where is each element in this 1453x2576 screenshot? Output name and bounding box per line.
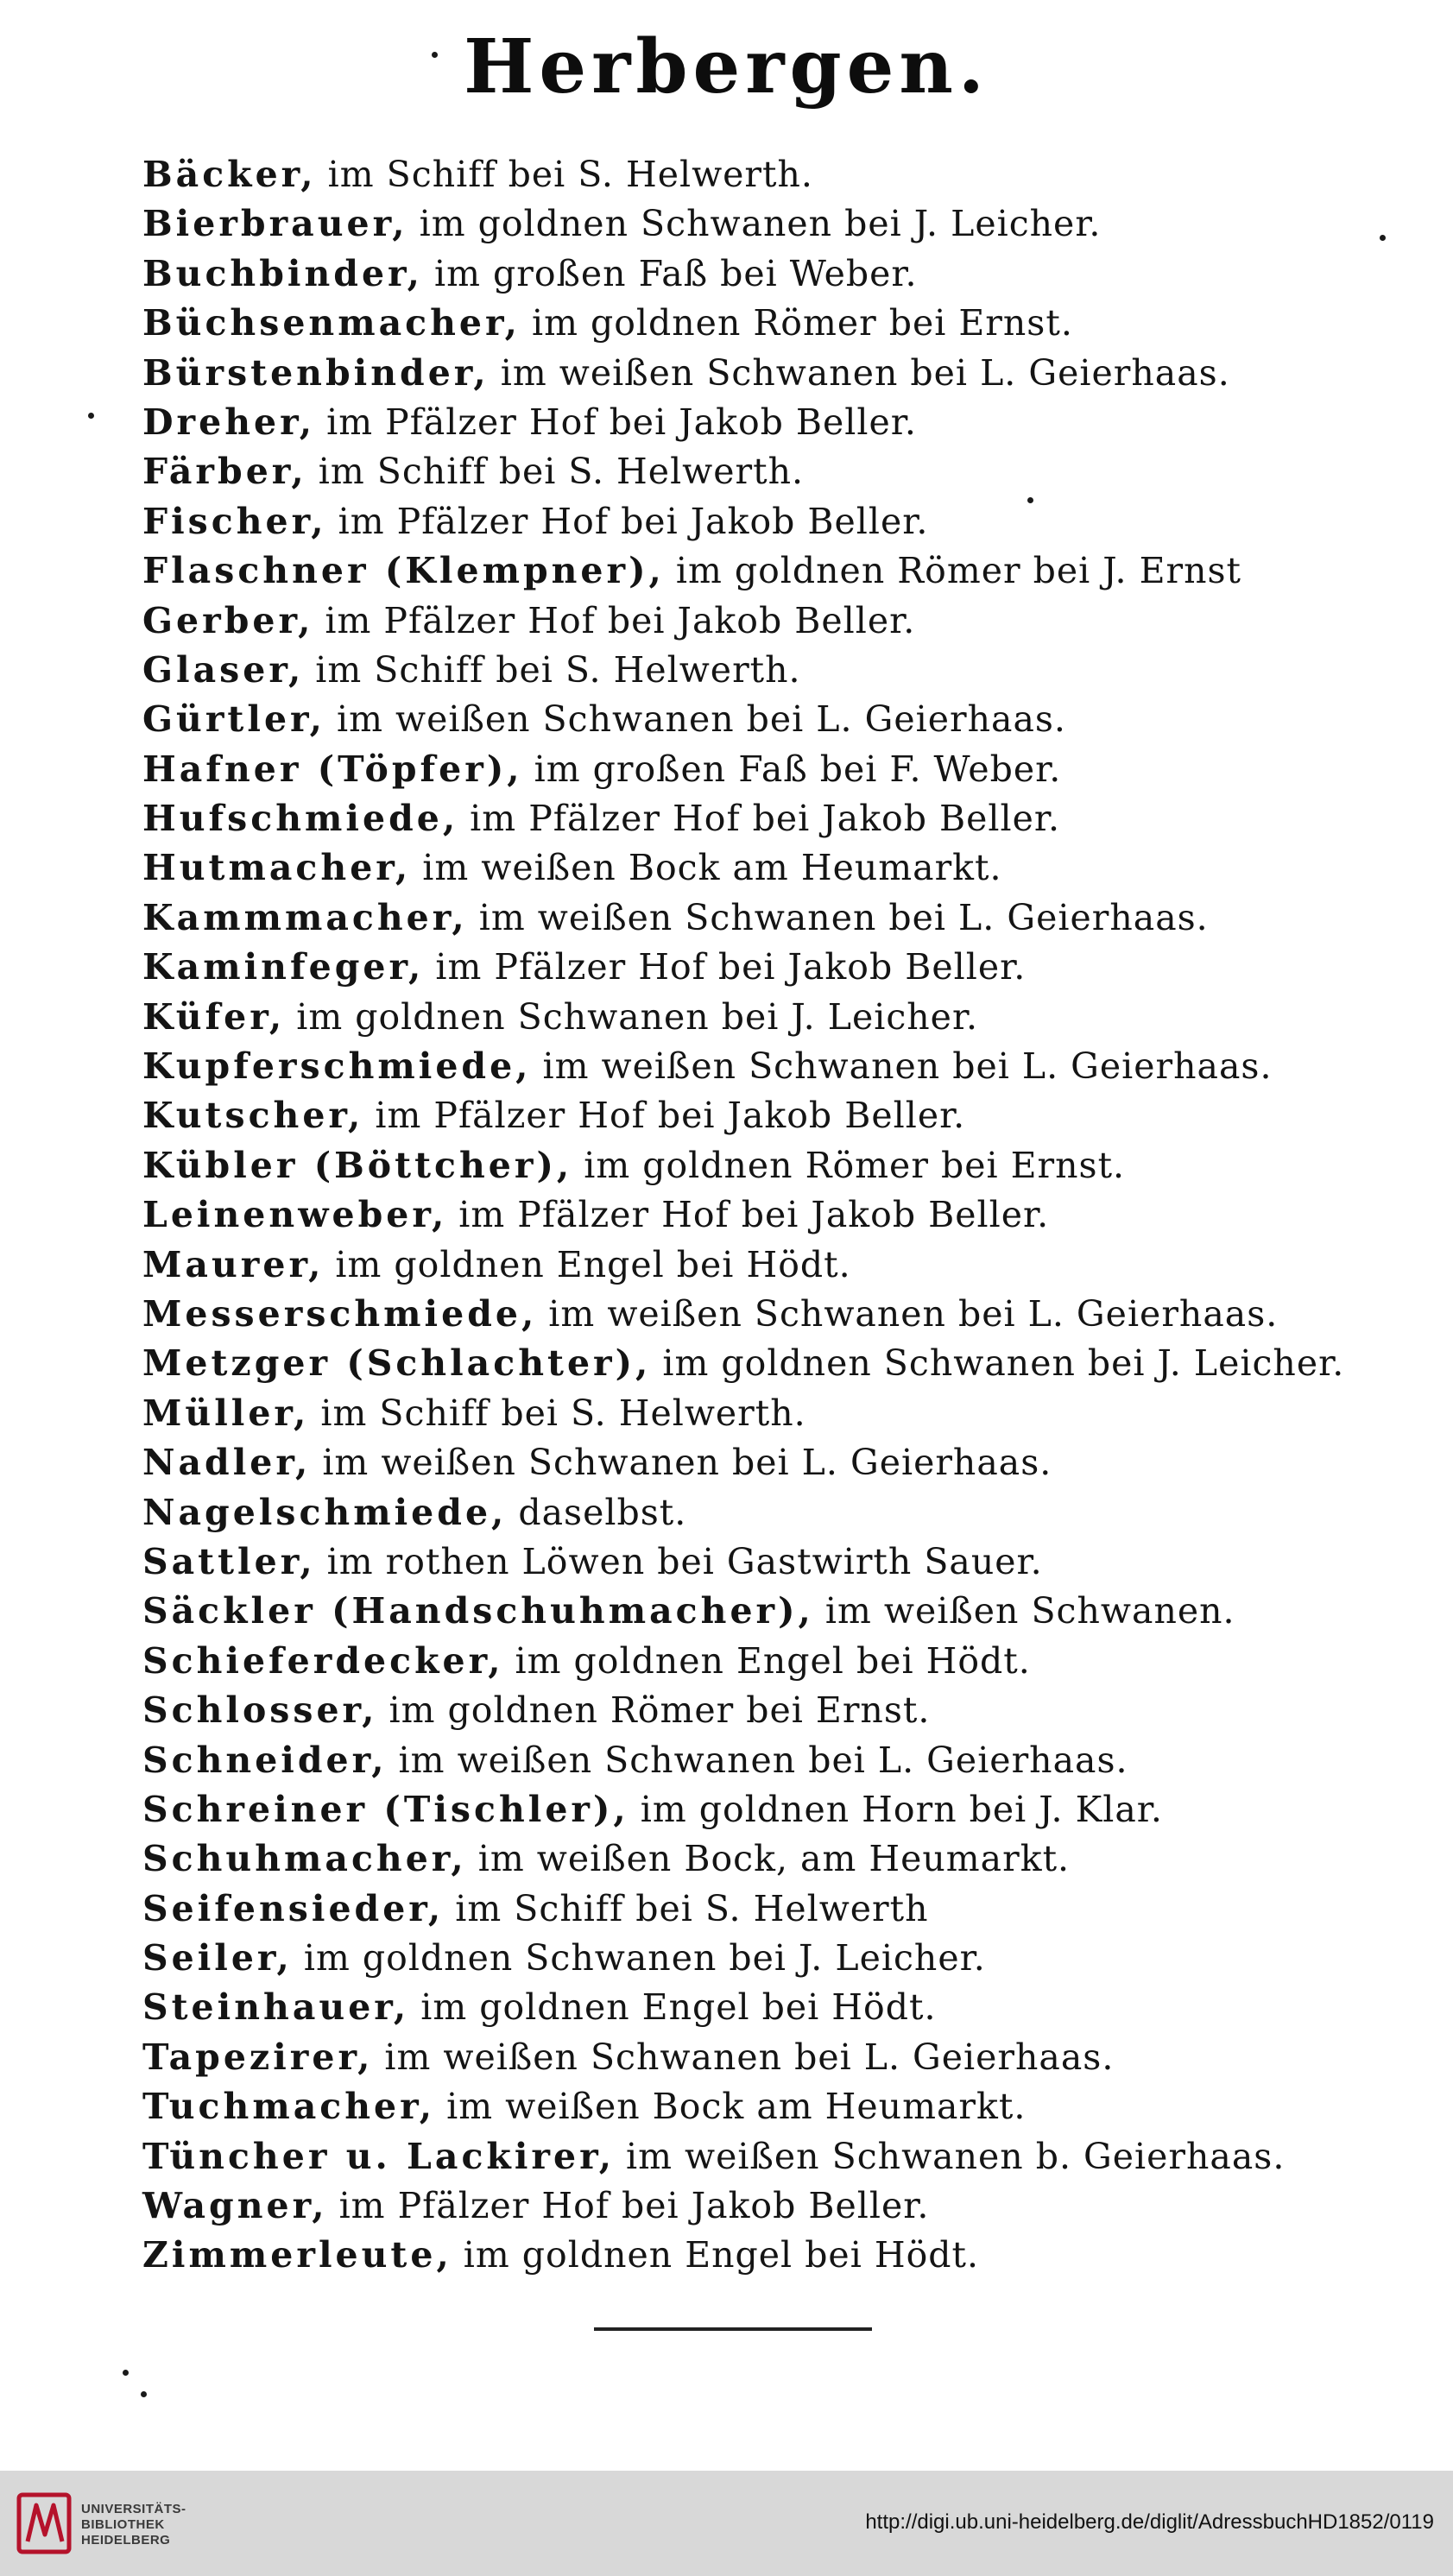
list-item [142,447,1368,496]
hostel-info: im goldnen Römer bei Ernst. [584,1144,1126,1186]
hostel-info: im großen Faß bei F. Weber. [534,748,1062,790]
list-item [142,1488,1368,1537]
hostel-info: im weißen Schwanen bei L. Geierhaas. [322,1442,1052,1484]
trade-name: Buchbinder, [142,252,423,294]
trade-name: Kübler (Böttcher), [142,1144,573,1186]
library-seal-icon [14,2490,74,2557]
trade-name: Büchsenmacher, [142,302,521,344]
hostel-info: im Pfälzer Hof bei Jakob Beller. [435,946,1027,988]
list-item [142,993,1368,1042]
trade-name: Bürstenbinder, [142,351,490,394]
list-item [142,1587,1368,1636]
list-item [142,893,1368,943]
hostel-info: im goldnen Engel bei Hödt. [463,2234,980,2276]
list-item [142,1042,1368,1091]
trade-name: Kupferschmiede, [142,1045,532,1088]
hostel-info: im weißen Schwanen. [824,1590,1235,1632]
trade-name: Schneider, [142,1739,388,1781]
list-item [142,1686,1368,1735]
trade-name: Metzger (Schlachter), [142,1342,652,1385]
list-item [142,2231,1368,2280]
hostel-info: im Schiff bei S. Helwerth. [327,154,813,195]
trade-name: Hufschmiede, [142,798,459,840]
list-item [142,843,1368,893]
print-speck [123,2370,129,2376]
trade-name: Steinhauer, [142,1986,410,2029]
trade-name: Kaminfeger, [142,946,425,988]
trade-name: Maurer, [142,1243,325,1285]
trade-name: Bäcker, [142,154,317,195]
hostel-info: im goldnen Schwanen bei J. Leicher. [303,1937,986,1979]
list-item [142,1241,1368,1290]
hostel-info: im weißen Bock am Heumarkt. [446,2086,1027,2128]
hostel-info: im Schiff bei S. Helwerth [455,1887,929,1929]
trade-name: Fischer, [142,500,327,542]
trade-name: Säckler (Handschuhmacher), [142,1590,814,1632]
hostel-info: im goldnen Engel bei Hödt. [335,1243,851,1285]
hostel-info: im Pfälzer Hof bei Jakob Beller. [338,500,929,542]
print-speck [1380,235,1386,241]
list-item [142,497,1368,546]
hostel-info: im goldnen Schwanen bei J. Leicher. [662,1342,1345,1385]
list-item [142,349,1368,398]
logo-line: UNIVERSITÄTS- [81,2502,186,2516]
trade-hostel-list [142,150,1368,2281]
hostel-info: im weißen Bock am Heumarkt. [422,847,1002,889]
hostel-info: im weißen Schwanen bei L. Geierhaas. [542,1045,1273,1088]
trade-name: Bierbrauer, [142,203,408,245]
list-item [142,1290,1368,1339]
hostel-info: im Schiff bei S. Helwerth. [315,648,801,691]
logo-line: HEIDELBERG [81,2533,171,2548]
list-item [142,695,1368,744]
list-item [142,1141,1368,1190]
print-speck [432,52,438,58]
hostel-info: im Pfälzer Hof bei Jakob Beller. [338,2185,930,2227]
trade-name: Sattler, [142,1540,316,1582]
trade-name: Schuhmacher, [142,1838,467,1880]
hostel-info: im weißen Bock, am Heumarkt. [477,1838,1071,1880]
list-item [142,745,1368,794]
hostel-info: im Pfälzer Hof bei Jakob Beller. [458,1194,1050,1236]
trade-name: Tüncher u. Lackirer, [142,2135,615,2177]
trade-name: Nagelschmiede, [142,1491,508,1533]
trade-name: Flaschner (Klempner), [142,550,665,592]
hostel-info: im weißen Schwanen bei L. Geierhaas. [398,1739,1128,1781]
list-item [142,646,1368,695]
trade-name: Zimmerleute, [142,2234,452,2276]
closing-rule [594,2327,872,2331]
hostel-info: im goldnen Schwanen bei J. Leicher. [296,995,979,1038]
trade-name: Messerschmiede, [142,1292,538,1335]
print-speck [141,2391,147,2397]
hostel-info: im weißen Schwanen bei L. Geierhaas. [336,698,1066,741]
footer-bar [0,2471,1453,2576]
list-item [142,1934,1368,1983]
trade-name: Gürtler, [142,698,325,741]
hostel-info: im goldnen Horn bei J. Klar. [640,1788,1163,1830]
trade-name: Müller, [142,1392,310,1434]
library-logo-text [81,2502,186,2548]
list-item [142,2181,1368,2231]
list-item [142,794,1368,843]
trade-name: Tapezirer, [142,2036,374,2078]
trade-name: Dreher, [142,401,316,443]
trade-name: Schlosser, [142,1689,378,1732]
hostel-info: im weißen Schwanen bei L. Geierhaas. [500,351,1230,394]
list-item [142,150,1368,199]
hostel-info: im goldnen Schwanen bei J. Leicher. [419,203,1102,245]
library-logo [14,2486,186,2560]
trade-name: Nadler, [142,1442,312,1484]
hostel-info: im weißen Schwanen bei L. Geierhaas. [384,2036,1115,2078]
list-item [142,1983,1368,2032]
hostel-info: im Pfälzer Hof bei Jakob Beller. [375,1095,966,1137]
trade-name: Wagner, [142,2185,328,2227]
hostel-info: im Pfälzer Hof bei Jakob Beller. [326,401,917,443]
list-item [142,398,1368,447]
trade-name: Hafner (Töpfer), [142,748,523,790]
trade-name: Gerber, [142,599,314,641]
trade-name: Schreiner (Tischler), [142,1788,629,1830]
hostel-info: im Schiff bei S. Helwerth. [318,451,805,493]
list-item [142,299,1368,348]
list-item [142,1339,1368,1388]
hostel-info: im Pfälzer Hof bei Jakob Beller. [325,599,916,641]
trade-name: Kammmacher, [142,896,468,938]
list-item [142,1785,1368,1834]
source-url-link[interactable]: http://digi.ub.uni-heidelberg.de/diglit/AdressbuchHD1852/0119 [865,2510,1434,2534]
hostel-info: im goldnen Engel bei Hödt. [515,1639,1031,1682]
list-item [142,1885,1368,1934]
list-item [142,199,1368,249]
trade-name: Hutmacher, [142,847,412,889]
hostel-info: im goldnen Engel bei Hödt. [420,1986,937,2029]
hostel-info: im weißen Schwanen bei L. Geierhaas. [478,896,1209,938]
trade-name: Schieferdecker, [142,1639,504,1682]
list-item [142,1537,1368,1587]
print-speck [1027,497,1033,503]
hostel-info: im großen Faß bei Weber. [433,252,918,294]
hostel-info: im rothen Löwen bei Gastwirth Sauer. [326,1540,1043,1582]
hostel-info: im goldnen Römer bei Ernst. [389,1689,931,1732]
page-title: Herbergen. [464,23,989,110]
hostel-info: im Schiff bei S. Helwerth. [320,1392,806,1434]
hostel-info: im weißen Schwanen b. Geierhaas. [626,2135,1286,2177]
logo-line: BIBLIOTHEK [81,2517,165,2532]
trade-name: Glaser, [142,648,305,691]
hostel-info: im weißen Schwanen bei L. Geierhaas. [548,1292,1279,1335]
hostel-info: im Pfälzer Hof bei Jakob Beller. [470,798,1061,840]
trade-name: Seifensieder, [142,1887,445,1929]
trade-name: Seiler, [142,1937,293,1979]
print-speck [88,413,94,419]
trade-name: Küfer, [142,995,286,1038]
list-item [142,1091,1368,1140]
list-item [142,2033,1368,2082]
trade-name: Tuchmacher, [142,2086,436,2128]
trade-name: Leinenweber, [142,1194,448,1236]
list-item [142,2132,1368,2181]
list-item [142,249,1368,299]
list-item [142,1637,1368,1686]
hostel-info: im goldnen Römer bei Ernst. [531,302,1073,344]
list-item [142,2082,1368,2131]
hostel-info: im goldnen Römer bei J. Ernst [675,550,1242,592]
trade-name: Kutscher, [142,1095,364,1137]
list-item [142,1438,1368,1487]
trade-name: Färber, [142,451,307,493]
list-item [142,1389,1368,1438]
list-item [142,597,1368,646]
list-item [142,546,1368,596]
list-item [142,1834,1368,1884]
list-item [142,1190,1368,1240]
hostel-info: daselbst. [518,1491,687,1533]
list-item [142,1736,1368,1785]
list-item [142,943,1368,992]
